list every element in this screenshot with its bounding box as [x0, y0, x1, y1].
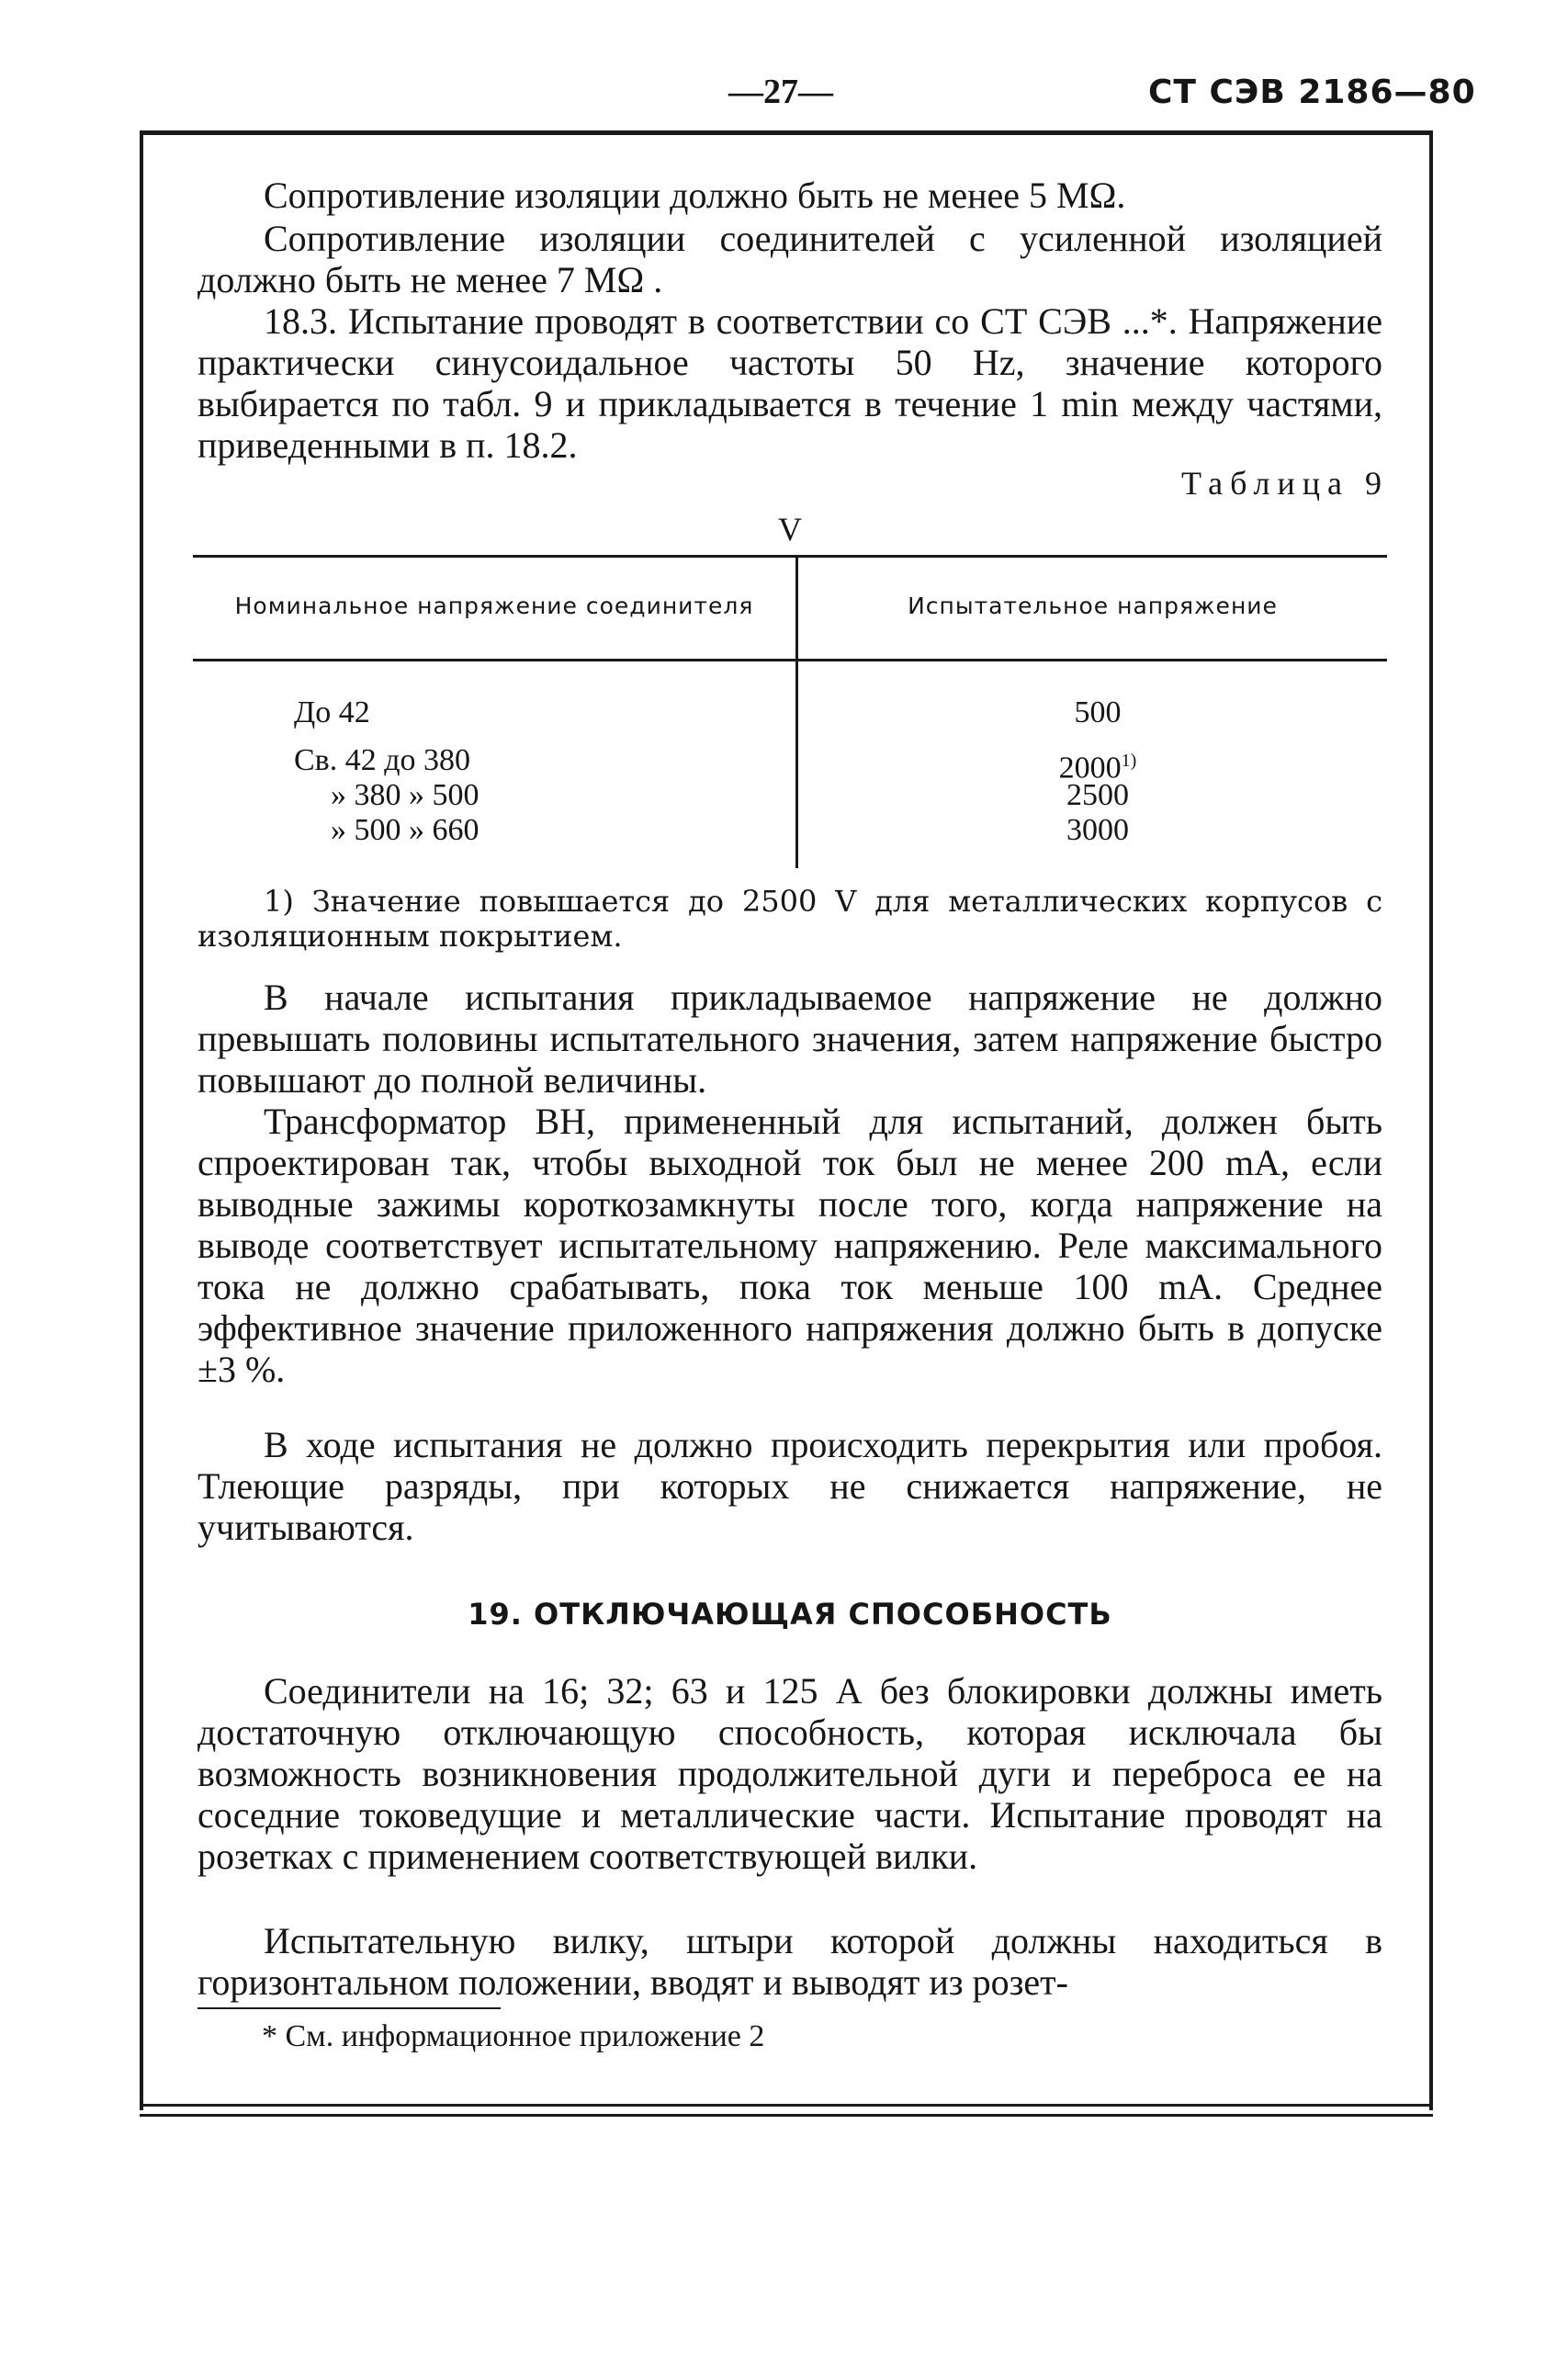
paragraph-insulation-2: Сопротивление изоляции соединителей с усиленной изоляцией должно быть не менее 7 MΩ .: [197, 218, 1382, 300]
footnote-rule: [197, 2007, 501, 2009]
table-header-nominal: Номинальное напряжение соединителя: [234, 593, 754, 619]
table-cell-nominal: » 500 » 660: [331, 813, 479, 847]
paragraph-test-plug: Испытательную вилку, штыри которой должны находиться в горизонтальном положении, вводят и выводят из розет-: [197, 1920, 1382, 2003]
paragraph-voltage-start: В начале испытания прикладываемое напряжение не должно превышать половины испытательного значения, затем напряжение быстро повышают до полной величины.: [197, 977, 1382, 1101]
table-caption: Таблица 9: [1181, 465, 1389, 502]
table-column-divider: [795, 556, 798, 868]
table-cell-note: 1): [1121, 751, 1137, 771]
table-header-test: Испытательное напряжение: [908, 593, 1278, 619]
table-header-rule: [193, 659, 1387, 661]
table-cell-nominal: Св. 42 до 380: [294, 743, 471, 777]
standard-code: СТ СЭВ 2186—80: [1148, 73, 1476, 111]
table-footnote-marker: 1): [264, 884, 294, 919]
page-number: —27—: [728, 73, 833, 111]
table-top-rule: [193, 555, 1387, 558]
paragraph-breakdown: В ходе испытания не должно происходить перекрытия или пробоя. Тлеющие разряды, при которых не снижается напряжение, не учитываются.: [197, 1424, 1382, 1548]
table-unit: V: [778, 511, 802, 548]
paragraph-transformer: Трансформатор ВН, примененный для испытаний, должен быть спроектирован так, чтобы выходной ток был не менее 200 mA, если выводные зажимы короткозамкнуты после того, когда напряжение на выводе соответствует испытательному напряжению. Реле максимального тока не должно срабатывать, пока ток меньше 100 mA. Среднее эффективное значение приложенного напряжения должно быть в допуске ±3 %.: [197, 1101, 1382, 1390]
table-cell-test: 500: [1074, 695, 1122, 729]
paragraph-breaking-capacity: Соединители на 16; 32; 63 и 125 А без блокировки должны иметь достаточную отключающую способность, которая исключала бы возможность возникновения продолжительной дуги и переброса ее на соседние токоведущие и металлические части. Испытание проводят на розетках с применением соответствующей вилки.: [197, 1670, 1382, 1877]
table-cell-nominal: До 42: [294, 695, 370, 729]
table-cell-test: 3000: [1066, 813, 1129, 847]
table-cell-test-value: 2000: [1058, 751, 1122, 785]
table-footnote-text: Значение повышается до 2500 V для металлических корпусов с изоляционным покрытием.: [197, 884, 1383, 954]
table-footnote: [197, 884, 1382, 954]
table-cell-test: 2500: [1066, 778, 1129, 812]
section-heading: 19. ОТКЛЮЧАЮЩАЯ СПОСОБНОСТЬ: [468, 1597, 1112, 1632]
paragraph-18-3: 18.3. Испытание проводят в соответствии со СТ СЭВ ...*. Напряжение практически синусоидальное частоты 50 Hz, значение которого выбирается по табл. 9 и прикладывается в течение 1 min между частями, приведенными в п. 18.2.: [197, 300, 1382, 466]
page-footnote: * См. информационное приложение 2: [262, 2019, 765, 2053]
table-cell-nominal: » 380 » 500: [331, 778, 479, 812]
page-frame-bottom: [140, 2104, 1433, 2117]
paragraph-insulation-1: Сопротивление изоляции должно быть не менее 5 MΩ.: [264, 175, 1126, 216]
